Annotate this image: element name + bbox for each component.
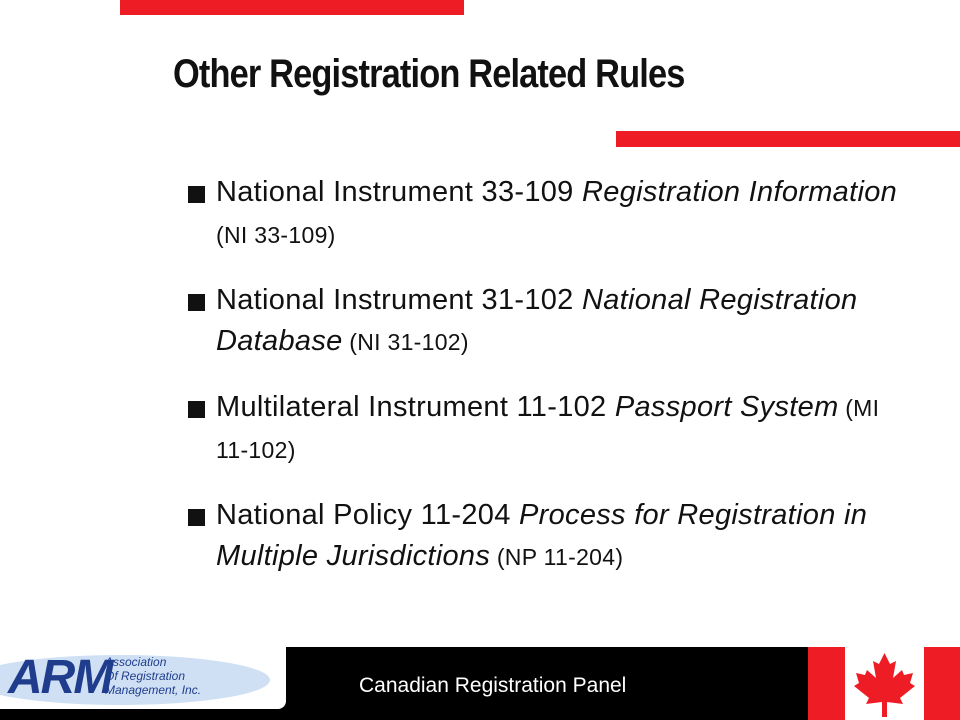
square-bullet-icon — [188, 186, 205, 203]
bullet-italic-title: National Registration Database — [216, 284, 858, 357]
logo-line: Association — [105, 655, 167, 669]
bullet-item-ni-33-109 — [185, 172, 905, 256]
bullet-italic-title: Passport System — [614, 391, 839, 423]
bullet-suffix: (NI 33-109) — [216, 222, 336, 248]
square-bullet-icon — [188, 509, 205, 526]
bullet-suffix: (NI 31-102) — [342, 329, 469, 355]
right-accent-bar — [616, 131, 960, 147]
bullet-item-ni-31-102 — [185, 280, 905, 363]
bullet-prefix: National Instrument 33-109 — [216, 176, 582, 208]
arm-logo — [0, 647, 286, 709]
bullet-prefix: National Policy 11-204 — [216, 499, 519, 531]
bullet-item-mi-11-102 — [185, 387, 905, 471]
logo-abbreviation: ARM — [8, 651, 112, 704]
flag-right-band — [924, 647, 960, 720]
top-accent-bar — [120, 0, 464, 15]
bullet-list — [185, 172, 905, 602]
bullet-item-np-11-204 — [185, 495, 905, 578]
footer-title: Canadian Registration Panel — [359, 674, 627, 697]
bullet-prefix: Multilateral Instrument 11-102 — [216, 391, 615, 423]
logo-line: Management, Inc. — [105, 683, 202, 697]
square-bullet-icon — [188, 294, 205, 311]
square-bullet-icon — [188, 401, 205, 418]
flag-left-band — [808, 647, 845, 720]
maple-leaf-icon — [845, 647, 924, 720]
logo-text — [105, 655, 201, 697]
bullet-suffix: (MI 11-102) — [216, 395, 880, 463]
canada-flag-icon — [808, 647, 960, 720]
bullet-prefix: National Instrument 31-102 — [216, 284, 582, 316]
bullet-italic-title: Process for Registration in Multiple Jurisdictions — [216, 499, 868, 572]
logo-line: Of Registration — [105, 669, 186, 683]
bullet-suffix: (NP 11-204) — [490, 544, 624, 570]
slide-title: Other Registration Related Rules — [173, 52, 685, 96]
bullet-italic-title: Registration Information — [581, 176, 898, 208]
